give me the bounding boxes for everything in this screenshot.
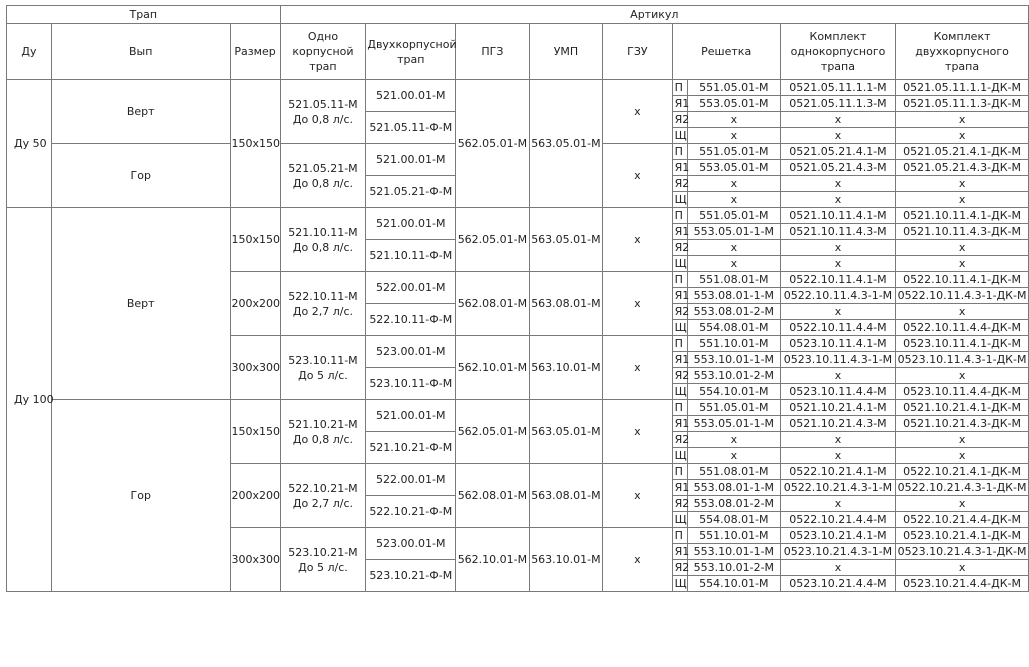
header-artikul: Артикул [280,6,1028,24]
grate-code-cell: 551.10.01-М [687,528,780,544]
single-trap-flow: До 5 л/с. [298,560,348,574]
grate-type-cell: Я1 [672,288,687,304]
single-kit-cell: 0521.10.21.4.3-М [780,416,895,432]
outlet-cell: Гор [51,144,230,208]
grate-type-cell: Я1 [672,416,687,432]
single-kit-cell: 0521.05.11.1.3-М [780,96,895,112]
size-cell: 150х150 [230,80,280,208]
single-trap-cell [280,528,366,592]
size-cell: 200х200 [230,464,280,528]
grate-type-cell: Щ [672,384,687,400]
grate-code-cell: 551.05.01-М [687,80,780,96]
outlet-cell: Верт [51,208,230,400]
pgz-cell: 562.05.01-М [456,400,530,464]
single-trap-flow: До 2,7 л/с. [292,304,354,318]
double-kit-cell: 0522.10.11.4.1-ДК-М [896,272,1029,288]
ump-cell: 563.05.01-М [529,208,603,272]
single-trap-code: 521.10.21-М [288,417,358,431]
grate-code-cell: х [687,128,780,144]
header-grate: Решетка [672,24,780,80]
double-kit-cell: 0523.10.21.4.3-1-ДК-М [896,544,1029,560]
double-trap-cell: 522.00.01-М [366,464,456,496]
ump-cell: 563.08.01-М [529,464,603,528]
gzu-cell: х [603,144,672,208]
single-kit-cell: х [780,560,895,576]
header-double-kit: Комплект двухкорпусного трапа [896,24,1029,80]
single-trap-code: 521.05.11-М [288,97,358,111]
grate-type-cell: П [672,80,687,96]
double-trap-cell: 523.10.11-Ф-М [366,368,456,400]
single-kit-cell: х [780,432,895,448]
size-cell: 300х300 [230,528,280,592]
single-kit-cell: 0523.10.21.4.1-М [780,528,895,544]
single-kit-cell: х [780,304,895,320]
double-kit-cell: 0521.10.21.4.3-ДК-М [896,416,1029,432]
grate-type-cell: Я2 [672,176,687,192]
ump-cell: 563.10.01-М [529,528,603,592]
pgz-cell: 562.08.01-М [456,464,530,528]
size-cell: 150х150 [230,208,280,272]
grate-type-cell: Щ [672,128,687,144]
single-trap-flow: До 0,8 л/с. [292,432,354,446]
double-kit-cell: 0521.05.21.4.1-ДК-М [896,144,1029,160]
grate-type-cell: Я2 [672,432,687,448]
single-kit-cell: 0522.10.11.4.4-М [780,320,895,336]
grate-code-cell: х [687,432,780,448]
double-kit-cell: х [896,112,1029,128]
grate-code-cell: 554.08.01-М [687,320,780,336]
double-kit-cell: х [896,192,1029,208]
double-kit-cell: х [896,432,1029,448]
grate-type-cell: Я1 [672,96,687,112]
double-kit-cell: 0521.05.21.4.3-ДК-М [896,160,1029,176]
header-ump: УМП [529,24,603,80]
header-gzu: ГЗУ [603,24,672,80]
grate-type-cell: П [672,528,687,544]
size-cell: 200х200 [230,272,280,336]
grate-code-cell: 551.08.01-М [687,464,780,480]
single-kit-cell: х [780,112,895,128]
double-trap-cell: 523.10.21-Ф-М [366,560,456,592]
single-trap-cell [280,272,366,336]
single-kit-cell: х [780,256,895,272]
grate-code-cell: х [687,448,780,464]
double-trap-cell: 521.10.21-Ф-М [366,432,456,464]
grate-code-cell: 553.10.01-2-М [687,560,780,576]
grate-code-cell: 553.10.01-1-М [687,544,780,560]
pgz-cell: 562.10.01-М [456,336,530,400]
double-kit-cell: х [896,560,1029,576]
header-vyp: Вып [51,24,230,80]
grate-code-cell: 553.08.01-2-М [687,496,780,512]
article-table [6,5,1029,592]
single-trap-code: 523.10.21-М [288,545,358,559]
double-kit-cell: 0521.05.11.1.1-ДК-М [896,80,1029,96]
double-trap-cell: 522.10.11-Ф-М [366,304,456,336]
single-kit-cell: х [780,496,895,512]
header-double-trap: Двухкорпусной трап [366,24,456,80]
grate-code-cell: 553.08.01-1-М [687,480,780,496]
single-kit-cell: 0521.05.21.4.1-М [780,144,895,160]
grate-type-cell: П [672,272,687,288]
double-trap-cell: 521.00.01-М [366,208,456,240]
outlet-cell: Верт [51,80,230,144]
grate-type-cell: П [672,336,687,352]
grate-code-cell: 554.10.01-М [687,576,780,592]
double-kit-cell: х [896,176,1029,192]
grate-type-cell: Щ [672,256,687,272]
double-kit-cell: 0522.10.21.4.4-ДК-М [896,512,1029,528]
single-kit-cell: 0522.10.21.4.3-1-М [780,480,895,496]
double-trap-cell: 521.10.11-Ф-М [366,240,456,272]
header-row-top [7,6,1029,24]
grate-code-cell: 553.05.01-1-М [687,224,780,240]
double-trap-cell: 521.00.01-М [366,144,456,176]
grate-type-cell: Я2 [672,304,687,320]
grate-code-cell: 551.10.01-М [687,336,780,352]
grate-type-cell: Я1 [672,544,687,560]
double-trap-cell: 523.00.01-М [366,528,456,560]
double-kit-cell: 0523.10.11.4.4-ДК-М [896,384,1029,400]
single-kit-cell: 0521.05.11.1.1-М [780,80,895,96]
grate-code-cell: 551.05.01-М [687,144,780,160]
gzu-cell: х [603,272,672,336]
single-kit-cell: х [780,368,895,384]
single-kit-cell: 0523.10.21.4.4-М [780,576,895,592]
grate-type-cell: П [672,464,687,480]
double-kit-cell: х [896,368,1029,384]
single-trap-cell [280,400,366,464]
table-body [7,6,1029,592]
single-trap-code: 523.10.11-М [288,353,358,367]
single-trap-code: 522.10.11-М [288,289,358,303]
double-kit-cell: 0523.10.11.4.3-1-ДК-М [896,352,1029,368]
gzu-cell: х [603,400,672,464]
grate-type-cell: Щ [672,320,687,336]
header-du: Ду [7,24,52,80]
single-trap-flow: До 0,8 л/с. [292,176,354,190]
single-kit-cell: 0521.10.21.4.1-М [780,400,895,416]
single-trap-code: 522.10.21-М [288,481,358,495]
size-cell: 150х150 [230,400,280,464]
grate-code-cell: 553.08.01-1-М [687,288,780,304]
single-trap-cell [280,336,366,400]
grate-code-cell: х [687,112,780,128]
grate-type-cell: Я2 [672,112,687,128]
grate-code-cell: 553.10.01-1-М [687,352,780,368]
double-kit-cell: х [896,304,1029,320]
header-trap: Трап [7,6,281,24]
double-kit-cell: 0522.10.11.4.3-1-ДК-М [896,288,1029,304]
double-kit-cell: х [896,448,1029,464]
ump-cell: 563.05.01-М [529,400,603,464]
grate-code-cell: х [687,176,780,192]
grate-code-cell: 554.08.01-М [687,512,780,528]
header-single-kit: Комплект однокорпусного трапа [780,24,895,80]
double-kit-cell: х [896,256,1029,272]
gzu-cell: х [603,80,672,144]
header-pgz: ПГЗ [456,24,530,80]
single-trap-flow: До 0,8 л/с. [292,240,354,254]
single-kit-cell: 0523.10.11.4.3-1-М [780,352,895,368]
single-kit-cell: 0522.10.11.4.3-1-М [780,288,895,304]
pgz-cell: 562.10.01-М [456,528,530,592]
header-row-columns [7,24,1029,80]
ump-cell: 563.05.01-М [529,80,603,208]
du-cell: Ду 100 [7,208,52,592]
single-kit-cell: х [780,448,895,464]
double-kit-cell: 0523.10.21.4.1-ДК-М [896,528,1029,544]
double-trap-cell: 521.00.01-М [366,400,456,432]
grate-type-cell: Я2 [672,496,687,512]
double-trap-cell: 521.05.21-Ф-М [366,176,456,208]
grate-code-cell: 551.08.01-М [687,272,780,288]
pgz-cell: 562.05.01-М [456,208,530,272]
grate-type-cell: Щ [672,448,687,464]
single-trap-flow: До 0,8 л/с. [292,112,354,126]
double-kit-cell: 0522.10.11.4.4-ДК-М [896,320,1029,336]
grate-type-cell: Я2 [672,240,687,256]
pgz-cell: 562.08.01-М [456,272,530,336]
size-cell: 300х300 [230,336,280,400]
grate-code-cell: 553.05.01-М [687,96,780,112]
grate-type-cell: Щ [672,192,687,208]
double-kit-cell: х [896,496,1029,512]
grate-code-cell: х [687,192,780,208]
double-kit-cell: 0523.10.21.4.4-ДК-М [896,576,1029,592]
single-trap-cell [280,208,366,272]
grate-type-cell: Я2 [672,560,687,576]
grate-type-cell: Я1 [672,480,687,496]
double-kit-cell: 0521.10.21.4.1-ДК-М [896,400,1029,416]
single-kit-cell: 0522.10.21.4.4-М [780,512,895,528]
grate-code-cell: 551.05.01-М [687,400,780,416]
double-trap-cell: 522.00.01-М [366,272,456,304]
ump-cell: 563.10.01-М [529,336,603,400]
grate-code-cell: х [687,256,780,272]
grate-type-cell: П [672,208,687,224]
single-kit-cell: 0523.10.21.4.3-1-М [780,544,895,560]
gzu-cell: х [603,336,672,400]
grate-code-cell: х [687,240,780,256]
single-kit-cell: 0523.10.11.4.1-М [780,336,895,352]
grate-type-cell: Я2 [672,368,687,384]
double-kit-cell: х [896,128,1029,144]
double-trap-cell: 522.10.21-Ф-М [366,496,456,528]
grate-type-cell: Щ [672,576,687,592]
double-kit-cell: 0521.05.11.1.3-ДК-М [896,96,1029,112]
grate-type-cell: Щ [672,512,687,528]
grate-code-cell: 553.10.01-2-М [687,368,780,384]
single-kit-cell: х [780,176,895,192]
grate-code-cell: 553.05.01-1-М [687,416,780,432]
double-kit-cell: 0522.10.21.4.1-ДК-М [896,464,1029,480]
pgz-cell: 562.05.01-М [456,80,530,208]
double-trap-cell: 523.00.01-М [366,336,456,368]
gzu-cell: х [603,528,672,592]
du-cell: Ду 50 [7,80,52,208]
double-kit-cell: 0523.10.11.4.1-ДК-М [896,336,1029,352]
grate-code-cell: 554.10.01-М [687,384,780,400]
single-kit-cell: 0523.10.11.4.4-М [780,384,895,400]
grate-type-cell: П [672,144,687,160]
double-kit-cell: 0521.10.11.4.1-ДК-М [896,208,1029,224]
single-trap-code: 521.05.21-М [288,161,358,175]
article-table-wrapper [6,5,1029,592]
single-trap-flow: До 2,7 л/с. [292,496,354,510]
double-trap-cell: 521.05.11-Ф-М [366,112,456,144]
single-trap-flow: До 5 л/с. [298,368,348,382]
grate-code-cell: 553.08.01-2-М [687,304,780,320]
grate-code-cell: 553.05.01-М [687,160,780,176]
single-trap-cell [280,80,366,144]
grate-type-cell: Я1 [672,224,687,240]
grate-type-cell: П [672,400,687,416]
single-trap-cell [280,464,366,528]
single-kit-cell: 0522.10.11.4.1-М [780,272,895,288]
double-kit-cell: 0522.10.21.4.3-1-ДК-М [896,480,1029,496]
double-trap-cell: 521.00.01-М [366,80,456,112]
single-trap-code: 521.10.11-М [288,225,358,239]
single-kit-cell: х [780,192,895,208]
header-size: Размер [230,24,280,80]
ump-cell: 563.08.01-М [529,272,603,336]
single-kit-cell: 0521.10.11.4.1-М [780,208,895,224]
single-kit-cell: 0522.10.21.4.1-М [780,464,895,480]
gzu-cell: х [603,464,672,528]
single-kit-cell: х [780,240,895,256]
single-kit-cell: 0521.05.21.4.3-М [780,160,895,176]
header-single-trap: Одно корпусной трап [280,24,366,80]
grate-type-cell: Я1 [672,160,687,176]
single-trap-cell [280,144,366,208]
gzu-cell: х [603,208,672,272]
double-kit-cell: 0521.10.11.4.3-ДК-М [896,224,1029,240]
grate-type-cell: Я1 [672,352,687,368]
single-kit-cell: 0521.10.11.4.3-М [780,224,895,240]
grate-code-cell: 551.05.01-М [687,208,780,224]
single-kit-cell: х [780,128,895,144]
double-kit-cell: х [896,240,1029,256]
outlet-cell: Гор [51,400,230,592]
